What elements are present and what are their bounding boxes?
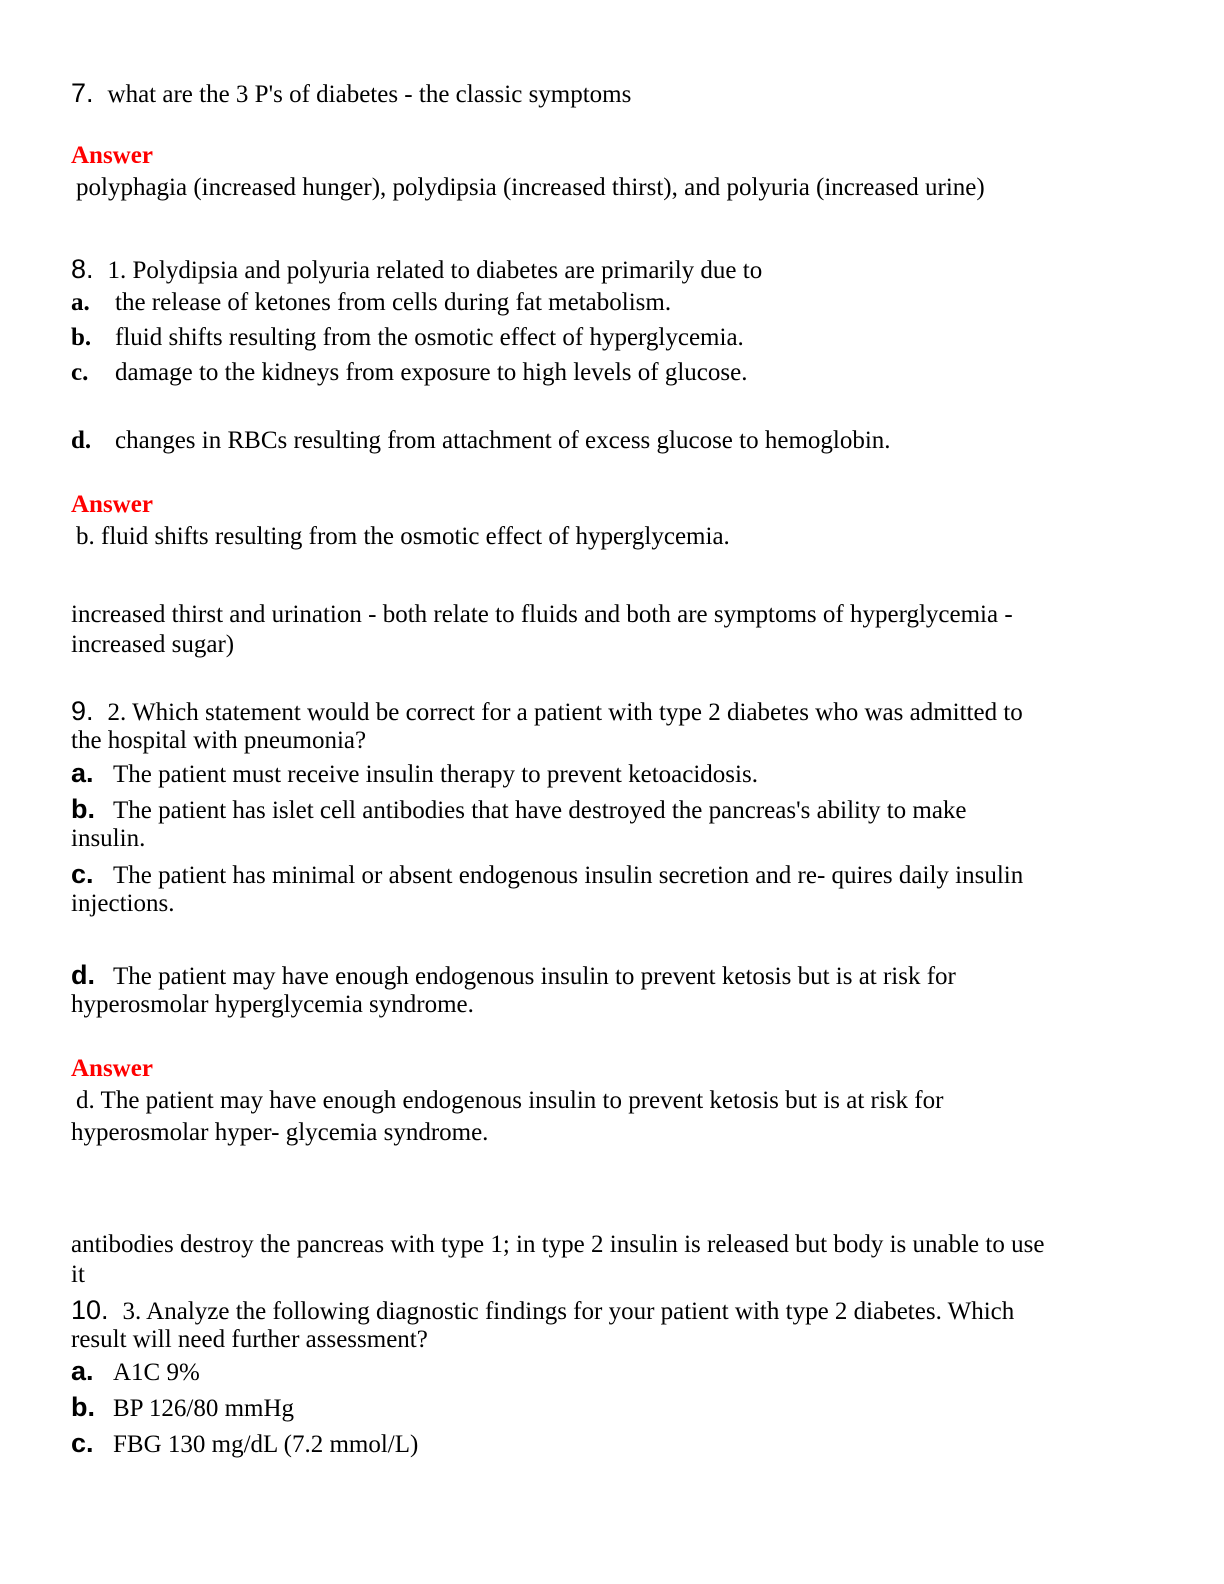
option-label: c.: [71, 359, 89, 386]
option-label: c.: [71, 859, 94, 889]
option-label: d.: [71, 960, 95, 990]
question-text-cont: result will need further assessment?: [71, 1326, 428, 1353]
option-label: b.: [71, 794, 95, 824]
explanation-text: antibodies destroy the pancreas with type 1; in type 2 insulin is released but body is unable to use: [71, 1231, 1045, 1258]
option-d: [71, 960, 956, 992]
option-label: a.: [71, 758, 94, 788]
answer-text: polyphagia (increased hunger), polydipsia (increased thirst), and polyuria (increased urine): [76, 174, 985, 201]
answer-text: d. The patient may have enough endogenous insulin to prevent ketosis but is at risk for: [76, 1087, 944, 1114]
option-label: c.: [71, 1428, 94, 1458]
question-number: 10.: [71, 1295, 109, 1325]
question-7: [71, 78, 631, 110]
option-text: changes in RBCs resulting from attachment of excess glucose to hemoglobin.: [115, 427, 891, 454]
option-text: The patient has islet cell antibodies that have destroyed the pancreas's ability to make: [113, 797, 967, 824]
question-8: [71, 254, 762, 286]
option-b: [71, 323, 744, 353]
option-c: [71, 859, 1023, 891]
option-text: FBG 130 mg/dL (7.2 mmol/L): [113, 1431, 419, 1458]
option-text: damage to the kidneys from exposure to high levels of glucose.: [115, 359, 748, 386]
question-number: 9.: [71, 696, 94, 726]
option-d: [71, 426, 891, 456]
answer-label: Answer: [71, 142, 153, 169]
question-text-cont: the hospital with pneumonia?: [71, 727, 367, 754]
option-b: [71, 794, 967, 826]
answer-label: Answer: [71, 1055, 153, 1082]
option-text: A1C 9%: [113, 1359, 200, 1386]
question-text: 3. Analyze the following diagnostic findings for your patient with type 2 diabetes. Which: [122, 1298, 1015, 1325]
question-text: 1. Polydipsia and polyuria related to diabetes are primarily due to: [107, 257, 763, 284]
option-label: b.: [71, 324, 92, 351]
option-label: d.: [71, 427, 92, 454]
option-text-cont: hyperosmolar hyperglycemia syndrome.: [71, 991, 474, 1018]
option-text: BP 126/80 mmHg: [113, 1395, 295, 1422]
question-text: what are the 3 P's of diabetes - the classic symptoms: [107, 81, 632, 108]
question-number: 7.: [71, 78, 94, 108]
option-text: fluid shifts resulting from the osmotic effect of hyperglycemia.: [115, 324, 744, 351]
option-text: The patient has minimal or absent endogenous insulin secretion and re- quires daily insulin: [113, 862, 1024, 889]
option-c: [71, 1428, 418, 1460]
option-text-cont: insulin.: [71, 825, 146, 852]
question-text: 2. Which statement would be correct for a patient with type 2 diabetes who was admitted to: [107, 699, 1023, 726]
answer-text: b. fluid shifts resulting from the osmotic effect of hyperglycemia.: [76, 523, 730, 550]
option-label: b.: [71, 1392, 95, 1422]
option-a: [71, 758, 758, 790]
option-b: [71, 1392, 294, 1424]
question-10: [71, 1295, 1014, 1327]
answer-label: Answer: [71, 491, 153, 518]
question-9: [71, 696, 1023, 728]
option-c: [71, 358, 747, 388]
explanation-text: increased thirst and urination - both relate to fluids and both are symptoms of hyperglycemia -: [71, 601, 1013, 628]
option-text: the release of ketones from cells during fat metabolism.: [115, 289, 672, 316]
option-a: [71, 1356, 200, 1388]
option-text: The patient must receive insulin therapy to prevent ketoacidosis.: [113, 761, 758, 788]
option-a: [71, 288, 671, 318]
question-number: 8.: [71, 254, 94, 284]
answer-text-cont: hyperosmolar hyper- glycemia syndrome.: [71, 1119, 489, 1146]
option-text-cont: injections.: [71, 890, 175, 917]
explanation-text: increased sugar): [71, 631, 235, 658]
option-label: a.: [71, 1356, 94, 1386]
option-text: The patient may have enough endogenous insulin to prevent ketosis but is at risk for: [113, 963, 956, 990]
explanation-text: it: [71, 1261, 85, 1288]
option-label: a.: [71, 289, 90, 316]
